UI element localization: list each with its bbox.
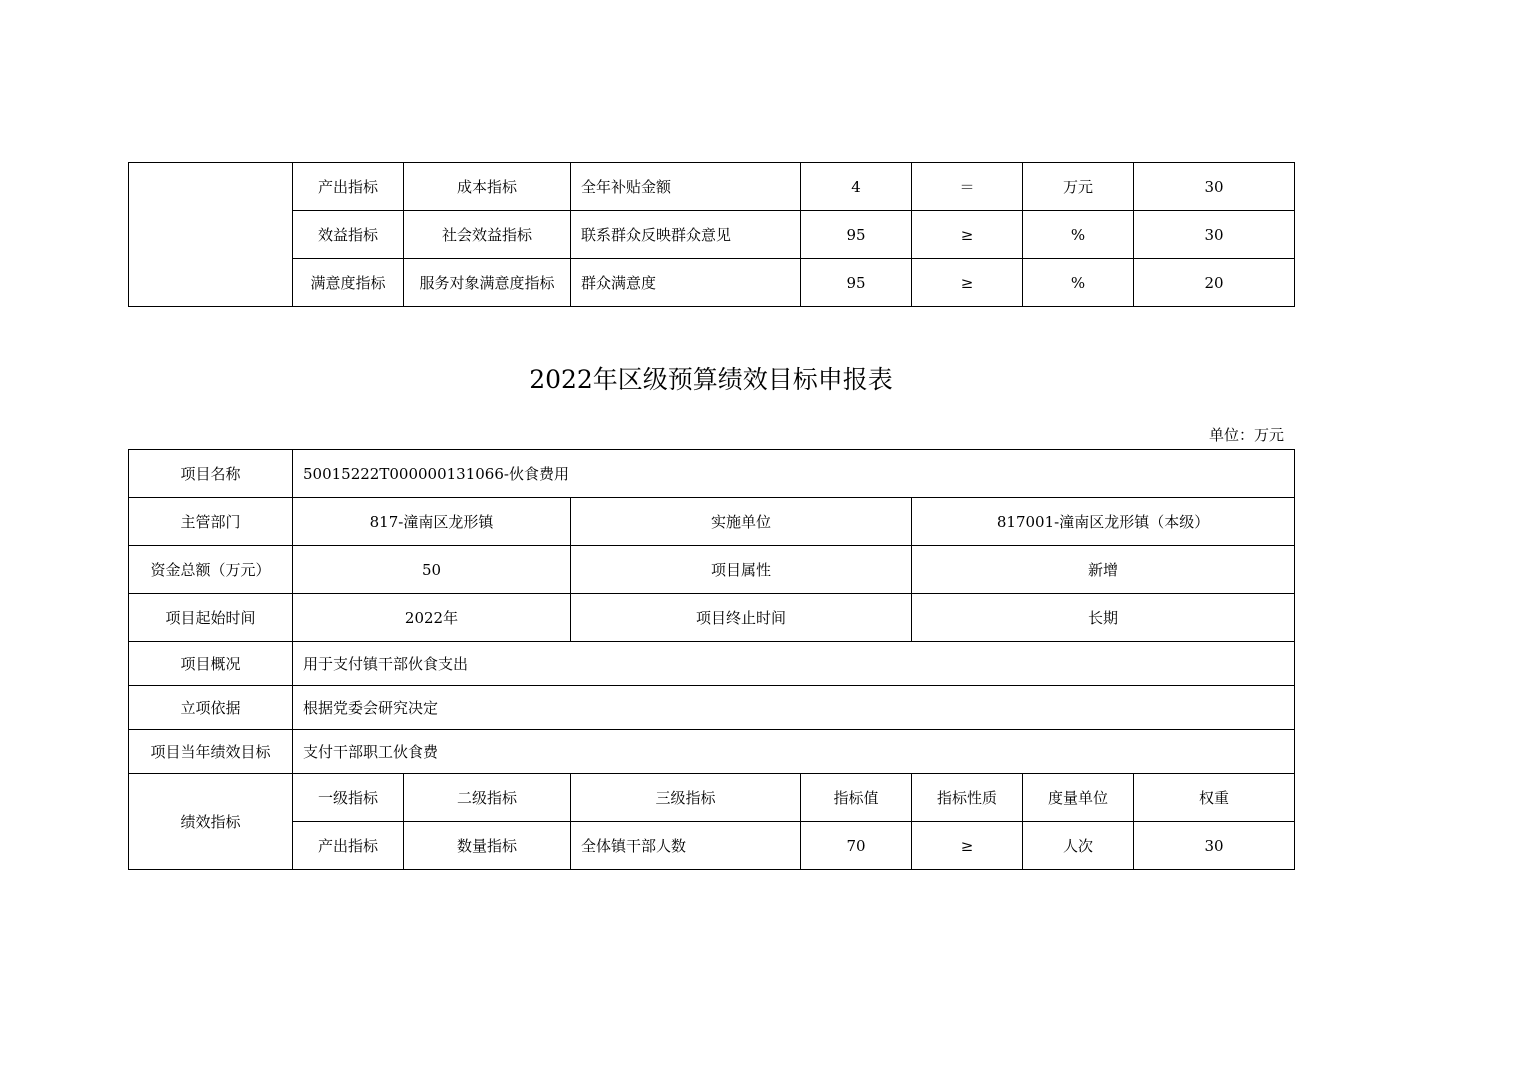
level1-cell: 产出指标 <box>293 163 404 211</box>
basis-value: 根据党委会研究决定 <box>293 686 1295 730</box>
end-value: 长期 <box>912 594 1295 642</box>
weight-cell: 30 <box>1134 822 1295 870</box>
impl-label: 实施单位 <box>571 498 912 546</box>
header-unit: 度量单位 <box>1023 774 1134 822</box>
table-row <box>129 211 1295 259</box>
table-row <box>129 594 1295 642</box>
unit-note: 单位：万元 <box>1208 426 1284 444</box>
value-cell: 95 <box>801 211 912 259</box>
goal-value: 支付干部职工伙食费 <box>293 730 1295 774</box>
indicators-label: 绩效指标 <box>129 774 293 870</box>
nature-cell: ≥ <box>912 259 1023 307</box>
value-cell: 95 <box>801 259 912 307</box>
table-row <box>129 498 1295 546</box>
table-row <box>129 546 1295 594</box>
end-label: 项目终止时间 <box>571 594 912 642</box>
page-title: 2022年区级预算绩效目标申报表 <box>529 365 893 394</box>
top-indicator-table <box>128 162 1295 307</box>
attr-label: 项目属性 <box>571 546 912 594</box>
level3-cell: 联系群众反映群众意见 <box>571 211 801 259</box>
budget-form-table <box>128 449 1295 870</box>
nature-cell: ≥ <box>912 211 1023 259</box>
table-row <box>129 686 1295 730</box>
weight-cell: 30 <box>1134 211 1295 259</box>
table-row <box>129 259 1295 307</box>
start-label: 项目起始时间 <box>129 594 293 642</box>
weight-cell: 20 <box>1134 259 1295 307</box>
table-row <box>129 774 1295 822</box>
header-weight: 权重 <box>1134 774 1295 822</box>
header-level1: 一级指标 <box>293 774 404 822</box>
table-row <box>129 642 1295 686</box>
header-value: 指标值 <box>801 774 912 822</box>
level1-cell: 产出指标 <box>293 822 404 870</box>
overview-label: 项目概况 <box>129 642 293 686</box>
basis-label: 立项依据 <box>129 686 293 730</box>
table-row <box>129 730 1295 774</box>
level1-cell: 满意度指标 <box>293 259 404 307</box>
level2-cell: 服务对象满意度指标 <box>404 259 571 307</box>
level1-cell: 效益指标 <box>293 211 404 259</box>
value-cell: 70 <box>801 822 912 870</box>
level3-cell: 群众满意度 <box>571 259 801 307</box>
level2-cell: 成本指标 <box>404 163 571 211</box>
value-cell: 4 <box>801 163 912 211</box>
impl-value: 817001-潼南区龙形镇（本级） <box>912 498 1295 546</box>
unit-cell: % <box>1023 259 1134 307</box>
weight-cell: 30 <box>1134 163 1295 211</box>
header-level2: 二级指标 <box>404 774 571 822</box>
level2-cell: 社会效益指标 <box>404 211 571 259</box>
unit-cell: % <box>1023 211 1134 259</box>
table-row <box>129 450 1295 498</box>
attr-value: 新增 <box>912 546 1295 594</box>
dept-value: 817-潼南区龙形镇 <box>293 498 571 546</box>
funds-value: 50 <box>293 546 571 594</box>
unit-cell: 万元 <box>1023 163 1134 211</box>
level3-cell: 全体镇干部人数 <box>571 822 801 870</box>
nature-cell: ＝ <box>912 163 1023 211</box>
table-row <box>129 822 1295 870</box>
funds-label: 资金总额（万元） <box>129 546 293 594</box>
project-name-value: 50015222T000000131066-伙食费用 <box>293 450 1295 498</box>
indicator-group-cell <box>129 163 293 307</box>
level3-cell: 全年补贴金额 <box>571 163 801 211</box>
table-row <box>129 163 1295 211</box>
start-value: 2022年 <box>293 594 571 642</box>
overview-value: 用于支付镇干部伙食支出 <box>293 642 1295 686</box>
dept-label: 主管部门 <box>129 498 293 546</box>
nature-cell: ≥ <box>912 822 1023 870</box>
header-nature: 指标性质 <box>912 774 1023 822</box>
project-name-label: 项目名称 <box>129 450 293 498</box>
level2-cell: 数量指标 <box>404 822 571 870</box>
header-level3: 三级指标 <box>571 774 801 822</box>
goal-label: 项目当年绩效目标 <box>129 730 293 774</box>
unit-cell: 人次 <box>1023 822 1134 870</box>
